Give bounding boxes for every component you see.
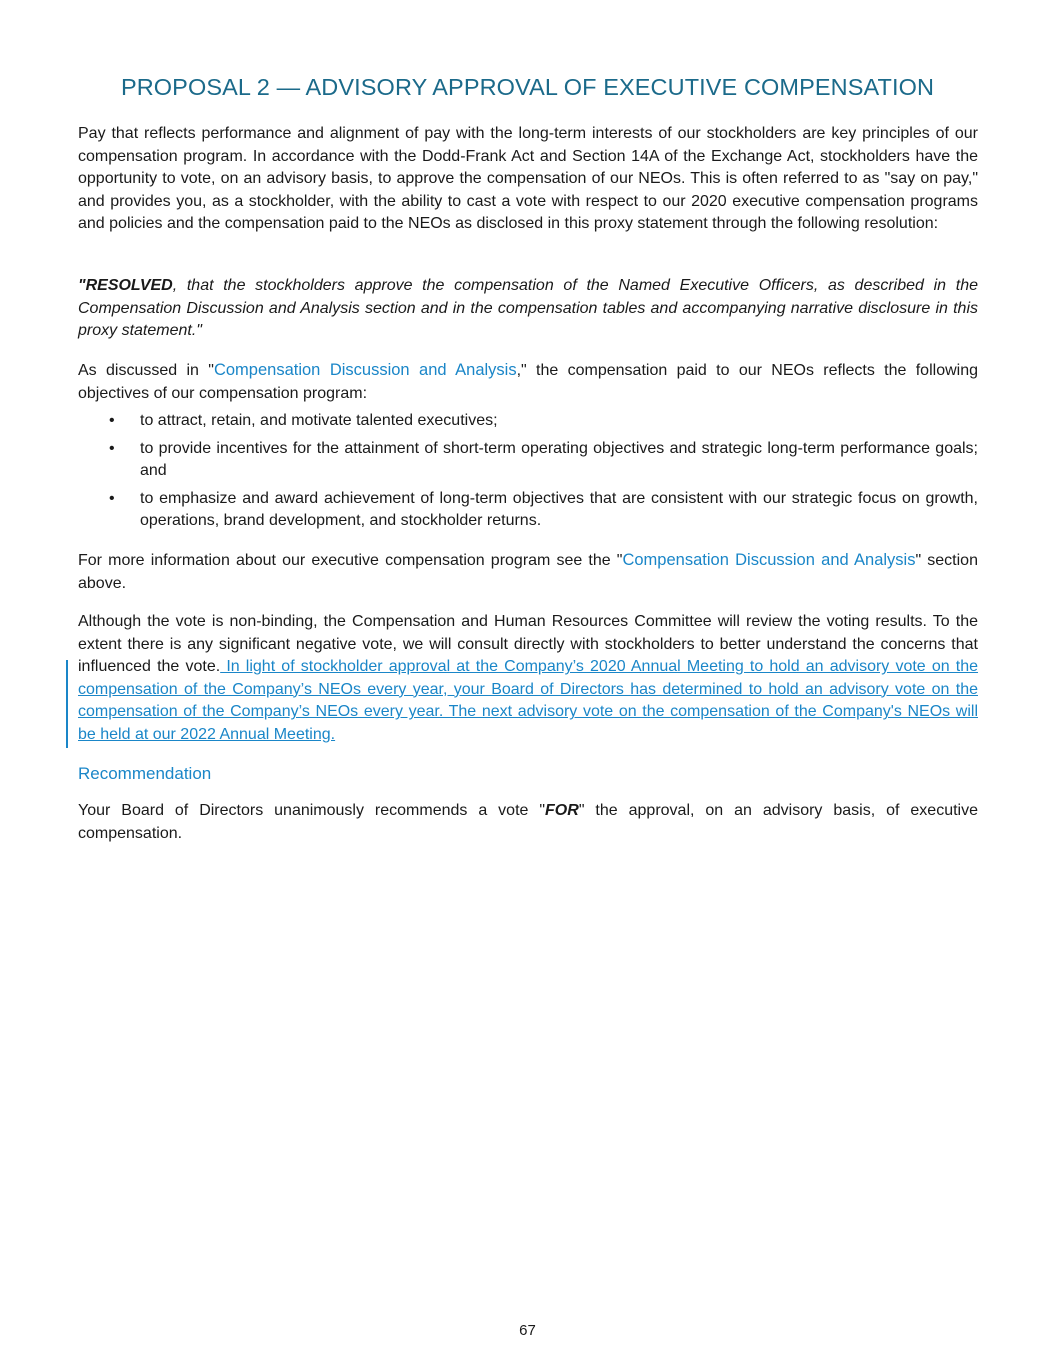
list-item-text: to provide incentives for the attainment of short-term operating objectives and strategic long-term performance goals; and xyxy=(140,439,978,480)
more-info-suffix: " section above. xyxy=(78,552,978,592)
list-item-text: to emphasize and award achievement of long-term objectives that are consistent with our strategic focus on growth, operations, brand development, and stockholder returns. xyxy=(140,489,978,530)
page-title: PROPOSAL 2 — ADVISORY APPROVAL OF EXECUTIVE COMPENSATION xyxy=(120,74,935,100)
list-item xyxy=(78,410,978,433)
bullet-icon: • xyxy=(109,489,115,507)
discussion-suffix: ," the compensation paid to our NEOs reflects the following objectives of our compensation program: xyxy=(78,362,978,402)
more-info-prefix: For more information about our executive compensation program see the " xyxy=(78,552,623,569)
for-emphasis: FOR xyxy=(545,802,579,819)
list-item xyxy=(78,438,978,483)
cda-link[interactable]: Compensation Discussion and Analysis xyxy=(622,551,916,569)
nonbinding-paragraph xyxy=(78,611,978,747)
recommendation-heading: Recommendation xyxy=(78,764,212,783)
nonbinding-text: Although the vote is non-binding, the Compensation and Human Resources Committee will review the voting results. To the extent there is any significant negative vote, we will consult directly with stockholders to better understand the concerns that influenced the vote. xyxy=(78,613,978,676)
recommendation-paragraph xyxy=(78,800,978,845)
bullet-icon: • xyxy=(109,439,115,457)
objectives-list xyxy=(78,410,978,538)
bullet-icon: • xyxy=(109,412,115,429)
intro-paragraph: Pay that reflects performance and alignment of pay with the long-term interests of our stockholders are key principles of our compensation program. In accordance with the Dodd-Frank Act and Section 14A of the Exchange Act, stockholders have the opportunity to vote, on an advisory basis, to approve the compensation of our NEOs. This is often referred to as "say on pay," and provides you, as a stockholder, with the ability to cast a vote with respect to our 2020 executive compensation programs and policies and the compensation paid to the NEOs as disclosed in this proxy statement through the following resolution: xyxy=(78,125,978,233)
resolved-keyword: "RESOLVED xyxy=(78,277,173,294)
list-item-text: to attract, retain, and motivate talented executives; xyxy=(140,412,498,429)
revision-change-bar xyxy=(66,660,68,748)
cda-link[interactable]: Compensation Discussion and Analysis xyxy=(213,361,517,379)
page-number: 67 xyxy=(519,1322,536,1339)
recommendation-prefix: Your Board of Directors unanimously recommends a vote " xyxy=(78,802,546,819)
recommendation-suffix: " the approval, on an advisory basis, of executive compensation. xyxy=(78,802,978,842)
revision-text[interactable]: In light of stockholder approval at the Company’s 2020 Annual Meeting to hold an advisory vote on the compensation of the Company’s NEOs every year, your Board of Directors has determined to hold an advisory vote on the compensation of the Company’s NEOs every year. The next advisory vote on the compensation of the Company's NEOs will be held at our 2022 Annual Meeting. xyxy=(78,658,979,743)
list-item xyxy=(78,488,978,533)
more-info-paragraph xyxy=(78,549,978,595)
discussion-prefix: As discussed in " xyxy=(78,362,214,379)
resolution-text: , that the stockholders approve the compensation of the Named Executive Officers, as described in the Compensation Discussion and Analysis section and in the compensation tables and accompanying narrative disclosure in this proxy statement." xyxy=(78,277,978,340)
discussion-paragraph xyxy=(78,359,978,405)
resolution-paragraph xyxy=(78,275,978,343)
